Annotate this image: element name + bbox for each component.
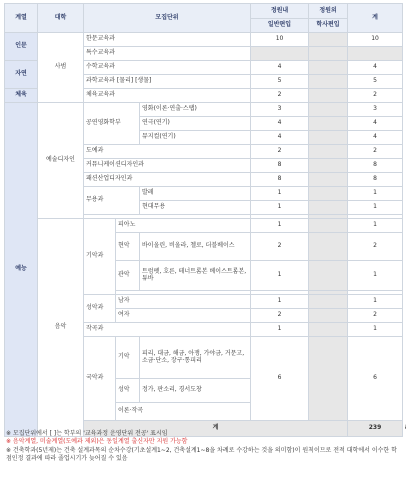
empty-cell xyxy=(309,103,348,117)
value-cell: 1 xyxy=(348,295,403,309)
value-cell: 8 xyxy=(251,173,309,187)
admission-table xyxy=(4,3,403,437)
value-cell: 1 xyxy=(251,201,309,215)
value-cell: 2 xyxy=(251,233,309,261)
empty-cell xyxy=(309,295,348,309)
empty-cell xyxy=(309,159,348,173)
unit-cell: 작곡과 xyxy=(84,323,251,337)
value-cell: 2 xyxy=(348,309,403,323)
unit-cell: 한문교육과 xyxy=(84,33,251,47)
unit-cell: 남자 xyxy=(116,295,251,309)
unit-cell: 발레 xyxy=(140,187,251,201)
unit-cell: 기악과 xyxy=(84,219,116,295)
unit-cell: 정가, 판소리, 경서도창 xyxy=(140,379,251,403)
value-cell: 5 xyxy=(251,75,309,89)
unit-cell: 공연영화학부 xyxy=(84,103,140,145)
value-cell: 8 xyxy=(251,159,309,173)
note-3: ※ 건축학과(5년제)는 건축 설계과목의 순차수강(기초설계1~2, 건축설계1~8을 차례로 수강하는 것을 의미함)이 원칙이므로 전적 대학에서 이수한 학점인정 결과에 따라 졸업시기가 늦어질 수 있음 xyxy=(6,446,397,463)
unit-cell: 뮤지컬(연기) xyxy=(140,131,251,145)
unit-cell: 무용과 xyxy=(84,187,140,215)
unit-cell: 성악과 xyxy=(84,295,116,323)
empty-cell xyxy=(309,173,348,187)
note-1: ※ 모집단위에서 [ ]는 학부의 '교육과정 운영단위 전공' 표시임 xyxy=(6,430,168,437)
unit-cell: 바이올린, 비올라, 첼로, 더블베이스 xyxy=(140,233,251,261)
value-cell: 2 xyxy=(348,233,403,261)
value-cell: 1 xyxy=(251,323,309,337)
unit-cell: 체육교육과 xyxy=(84,89,251,103)
category-cell: 자연 xyxy=(5,61,38,89)
empty-cell xyxy=(251,47,309,61)
unit-cell: 관악 xyxy=(116,261,140,291)
value-cell: 4 xyxy=(251,131,309,145)
value-cell: 2 xyxy=(348,145,403,159)
total-label: 계 xyxy=(84,421,348,437)
value-cell: 4 xyxy=(251,61,309,75)
header-total: 계 xyxy=(348,4,403,33)
unit-cell: 피아노 xyxy=(116,219,251,233)
value-cell: 2 xyxy=(251,145,309,159)
unit-cell: 트럼펫, 호른, 테너트롬본 베이스트롬본, 튜바 xyxy=(140,261,251,291)
unit-cell: 패션산업디자인과 xyxy=(84,173,251,187)
unit-cell: 특수교육과 xyxy=(84,47,251,61)
value-cell: 2 xyxy=(251,309,309,323)
value-cell: 4 xyxy=(348,131,403,145)
notes xyxy=(6,430,402,464)
college-cell: 예술디자인 xyxy=(38,103,84,219)
category-cell: 인문 xyxy=(5,33,38,61)
value-cell: 10 xyxy=(348,33,403,47)
empty-cell xyxy=(309,47,348,61)
unit-cell: 여자 xyxy=(116,309,251,323)
empty-cell xyxy=(348,47,403,61)
value-cell: 1 xyxy=(251,187,309,201)
value-cell: 1 xyxy=(348,201,403,215)
unit-cell: 이론·작곡 xyxy=(116,403,251,421)
college-cell: 음악 xyxy=(38,219,84,437)
value-cell: 6 xyxy=(348,337,403,421)
value-cell: 4 xyxy=(348,117,403,131)
unit-cell: 연극(연기) xyxy=(140,117,251,131)
college-cell: 사범 xyxy=(38,33,84,103)
note-2: ※ 음악계열, 미술계열(도예과 제외)은 동일계열 출신자만 지원 가능함 xyxy=(6,438,188,446)
header-general: 일반편입 xyxy=(251,19,309,33)
value-cell: 4 xyxy=(348,61,403,75)
unit-cell: 수학교육과 xyxy=(84,61,251,75)
unit-cell: 피리, 대금, 해금, 아쟁, 가야금, 거문고, 소금·단소, 장구·통피리 xyxy=(140,337,251,379)
unit-cell: 영화(이론·연출·스탭) xyxy=(140,103,251,117)
value-cell: 3 xyxy=(251,103,309,117)
category-cell: 체육 xyxy=(5,89,38,103)
value-cell: 1 xyxy=(251,261,309,291)
unit-cell: 현대무용 xyxy=(140,201,251,215)
unit-cell: 국악과 xyxy=(84,337,116,421)
unit-cell: 현악 xyxy=(116,233,140,261)
empty-cell xyxy=(309,145,348,159)
total-general: 239 xyxy=(348,421,403,437)
table-row xyxy=(5,219,403,233)
value-cell: 1 xyxy=(348,261,403,291)
value-cell: 1 xyxy=(251,219,309,233)
category-cell: 예능 xyxy=(5,103,38,437)
empty-cell xyxy=(309,61,348,75)
empty-cell xyxy=(309,323,348,337)
value-cell: 1 xyxy=(348,219,403,233)
table-row xyxy=(5,33,403,47)
empty-cell xyxy=(309,261,348,291)
unit-cell: 성악 xyxy=(116,379,140,403)
empty-cell xyxy=(309,233,348,261)
unit-cell: 기악 xyxy=(116,337,140,379)
empty-cell xyxy=(309,89,348,103)
unit-cell: 과학교육과 [물리] [생물] xyxy=(84,75,251,89)
value-cell: 3 xyxy=(348,103,403,117)
empty-cell xyxy=(309,33,348,47)
header-bachelor: 학사편입 xyxy=(309,19,348,33)
table-row xyxy=(5,103,403,117)
header-unit: 모집단위 xyxy=(84,4,251,33)
empty-cell xyxy=(309,201,348,215)
empty-cell xyxy=(309,75,348,89)
value-cell: 2 xyxy=(251,89,309,103)
unit-cell: 커뮤니케이션디자인과 xyxy=(84,159,251,173)
value-cell: 1 xyxy=(251,295,309,309)
empty-cell xyxy=(309,219,348,233)
header-category: 계열 xyxy=(5,4,38,33)
header-college: 대학 xyxy=(38,4,84,33)
empty-cell xyxy=(309,309,348,323)
empty-cell xyxy=(309,337,348,421)
value-cell: 1 xyxy=(348,187,403,201)
unit-cell: 도예과 xyxy=(84,145,251,159)
empty-cell xyxy=(309,131,348,145)
value-cell: 4 xyxy=(251,117,309,131)
empty-cell xyxy=(309,117,348,131)
empty-cell xyxy=(309,187,348,201)
value-cell: 6 xyxy=(251,337,309,421)
header-out-quota: 정원외 xyxy=(309,4,348,19)
value-cell: 8 xyxy=(348,173,403,187)
value-cell: 2 xyxy=(348,89,403,103)
header-in-quota: 정원내 xyxy=(251,4,309,19)
value-cell: 8 xyxy=(348,159,403,173)
value-cell: 5 xyxy=(348,75,403,89)
value-cell: 10 xyxy=(251,33,309,47)
value-cell: 1 xyxy=(348,323,403,337)
